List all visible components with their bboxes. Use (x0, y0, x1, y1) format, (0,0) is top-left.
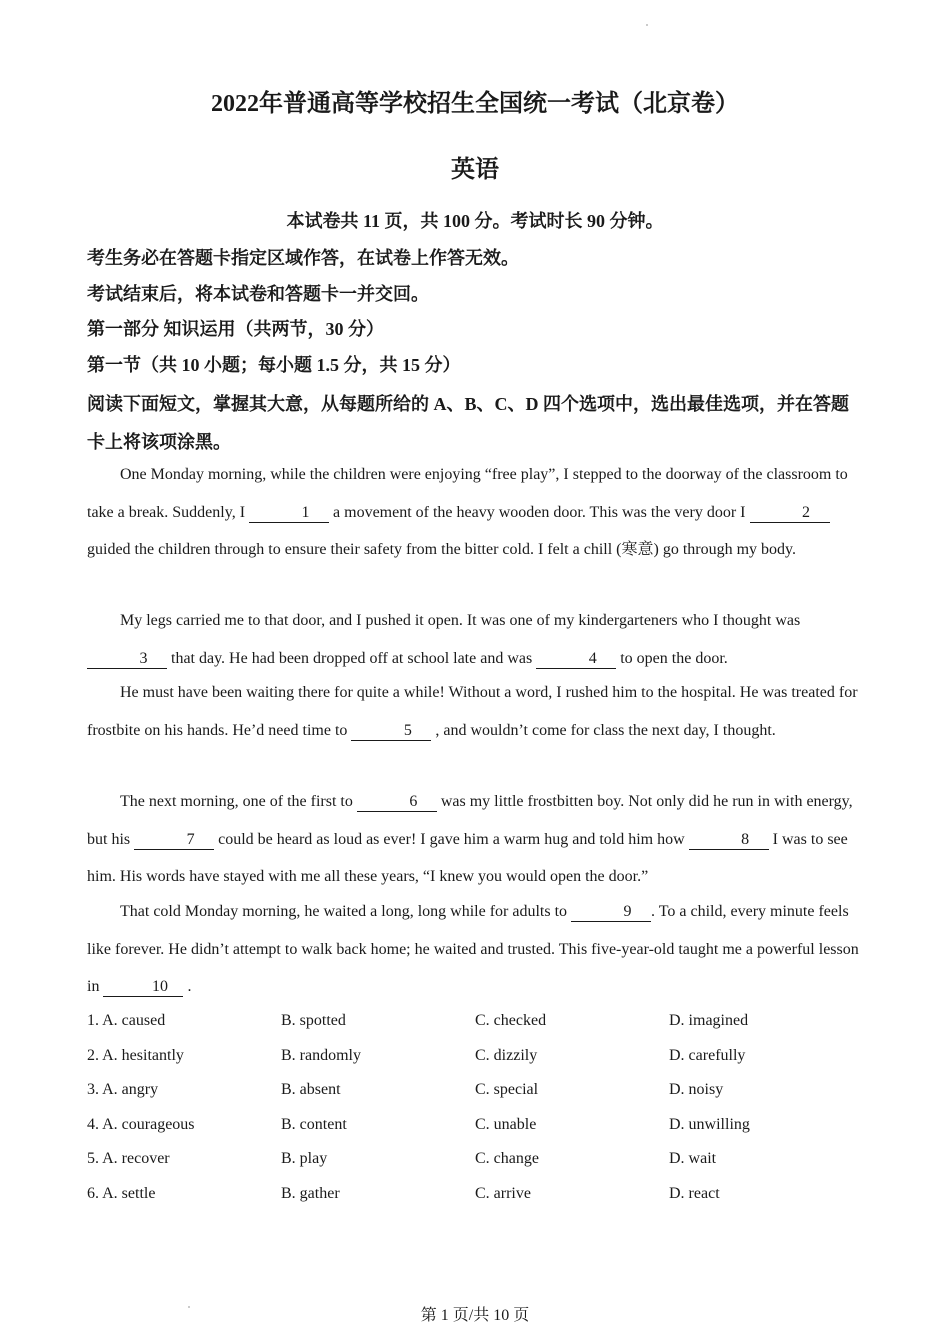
question-row (87, 1004, 867, 1038)
subject-title: 英语 (451, 157, 499, 183)
passage-text: My legs carried me to that door, and I pushed it open. It was one of my kindergarteners who I thought was (120, 612, 801, 629)
option-d: D. unwilling (669, 1116, 750, 1133)
question-row (87, 1073, 867, 1107)
blank-1: 1 (249, 504, 329, 523)
option-c: C. dizzily (475, 1047, 538, 1064)
option-c: C. unable (475, 1116, 537, 1133)
option-a: 5. A. recover (87, 1150, 170, 1167)
instruction-text: 阅读下面短文，掌握其大意，从每题所给的 A、B、C、D 四个选项中，选出最佳选项，并在答题卡上将该项涂黑。 (87, 394, 849, 452)
passage-text: The next morning, one of the first to (120, 793, 357, 810)
blank-10: 10 (103, 978, 183, 997)
question-row (87, 1177, 867, 1211)
option-a: 4. A. courageous (87, 1116, 195, 1133)
option-d: D. wait (669, 1150, 717, 1167)
option-c: C. special (475, 1081, 539, 1098)
passage-paragraph-3 (87, 674, 863, 749)
blank-9: 9 (571, 903, 651, 922)
passage-text: That cold Monday morning, he waited a long, long while for adults to (120, 903, 572, 920)
part-heading: 第一部分 知识运用（共两节，30 分） (87, 319, 384, 339)
option-d: D. imagined (669, 1012, 749, 1029)
option-c: C. checked (475, 1012, 547, 1029)
exam-info-answer-area: 考生务必在答题卡指定区域作答，在试卷上作答无效。 (87, 248, 519, 268)
passage-text: I was to see him. His words have stayed with me all these years, “I knew you would open the door.” (87, 830, 848, 885)
subsection-heading: 第一节（共 10 小题；每小题 1.5 分，共 15 分） (87, 355, 461, 375)
page-number: 第 1 页/共 10 页 (420, 1307, 530, 1324)
blank-4: 4 (536, 650, 616, 669)
option-b: B. play (281, 1150, 328, 1167)
option-b: B. randomly (281, 1047, 361, 1064)
question-row (87, 1108, 867, 1142)
option-d: D. react (669, 1185, 720, 1202)
passage-text: was my little frostbitten boy. Not only did he run in with energy, but his (87, 793, 853, 848)
blank-7: 7 (134, 831, 214, 850)
passage-paragraph-5 (87, 893, 863, 1006)
passage-text: . To a child, every minute feels like forever. He didn’t attempt to walk back home; he waited and trusted. This five-year-old taught me a powerful lesson in (87, 903, 859, 995)
blank-3: 3 (87, 650, 167, 669)
passage-text: He must have been waiting there for quite a while! Without a word, I rushed him to the hospital. He was treated for frostbite on his hands. He’d need time to (87, 684, 858, 739)
option-b: B. content (281, 1116, 347, 1133)
passage-text: One Monday morning, while the children were enjoying “free play”, I stepped to the doorway of the classroom to take a break. Suddenly, I (87, 466, 848, 521)
passage-paragraph-1 (87, 456, 863, 569)
question-row (87, 1039, 867, 1073)
passage-text: , and wouldn’t come for class the next day, I thought. (431, 721, 776, 739)
exam-info-return: 考试结束后，将本试卷和答题卡一并交回。 (87, 284, 429, 304)
option-a: 2. A. hesitantly (87, 1047, 184, 1064)
blank-5: 5 (351, 722, 431, 741)
option-a: 3. A. angry (87, 1081, 159, 1098)
passage-text: guided the children through to ensure their safety from the bitter cold. I felt a chill (寒意) go through my body. (87, 541, 797, 558)
blank-2: 2 (750, 504, 830, 523)
passage-text: a movement of the heavy wooden door. This was the very door I (329, 503, 750, 521)
passage-text: to open the door. (616, 649, 728, 667)
passage-text: could be heard as loud as ever! I gave him a warm hug and told him how (214, 830, 689, 848)
option-b: B. spotted (281, 1012, 346, 1029)
passage-paragraph-2 (87, 602, 863, 677)
option-b: B. absent (281, 1081, 341, 1098)
exam-info-pages: 本试卷共 11 页，共 100 分。考试时长 90 分钟。 (286, 211, 664, 231)
option-c: C. arrive (475, 1185, 531, 1202)
option-a: 1. A. caused (87, 1012, 166, 1029)
blank-6: 6 (357, 793, 437, 812)
option-d: D. noisy (669, 1081, 724, 1098)
question-row (87, 1142, 867, 1176)
passage-text: that day. He had been dropped off at school late and was (167, 649, 537, 667)
option-c: C. change (475, 1150, 539, 1167)
option-b: B. gather (281, 1185, 340, 1202)
scan-dot (646, 24, 648, 26)
option-a: 6. A. settle (87, 1185, 156, 1202)
passage-paragraph-4 (87, 783, 863, 896)
option-d: D. carefully (669, 1047, 746, 1064)
blank-8: 8 (689, 831, 769, 850)
exam-title: 2022年普通高等学校招生全国统一考试（北京卷） (211, 91, 739, 117)
passage-text: . (183, 978, 192, 995)
